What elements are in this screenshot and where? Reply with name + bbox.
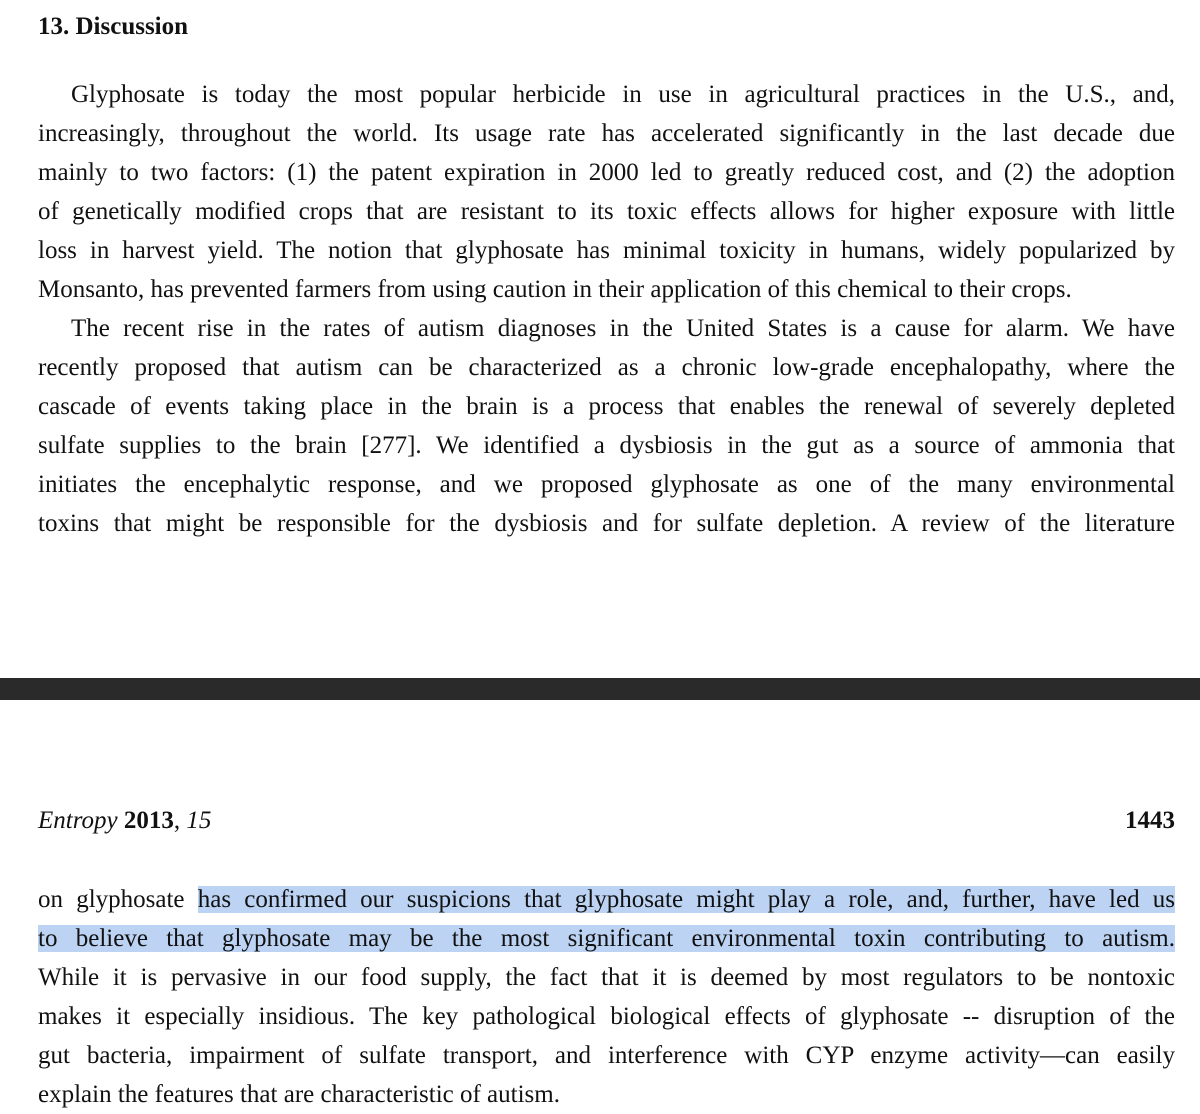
text-line: explain the features that are characteristic of autism. xyxy=(38,1081,560,1108)
text-line: mainly to two factors: (1) the patent expiration in 2000 led to greatly reduced cost, and (2) the adoption xyxy=(38,159,1175,186)
paragraph-2 xyxy=(38,309,1175,543)
text-line xyxy=(38,880,1175,919)
text-line: sulfate supplies to the brain [277]. We identified a dysbiosis in the gut as a source of ammonia that xyxy=(38,432,1175,459)
text-line: increasingly, throughout the world. Its usage rate has accelerated significantly in the last decade due xyxy=(38,120,1175,147)
text-line: Glyphosate is today the most popular herbicide in use in agricultural practices in the U.S., and, xyxy=(71,81,1175,108)
highlighted-text[interactable]: has confirmed our suspicions that glyphosate might play a role, and, further, have led us xyxy=(197,886,1175,913)
text-line: makes it especially insidious. The key pathological biological effects of glyphosate -- disruption of the xyxy=(38,1003,1175,1030)
highlighted-text[interactable]: to believe that glyphosate may be the most significant environmental toxin contributing to autism. xyxy=(38,925,1175,952)
journal-name: Entropy xyxy=(38,807,118,834)
text-line: gut bacteria, impairment of sulfate transport, and interference with CYP enzyme activity—can easily xyxy=(38,1042,1175,1069)
text-line: toxins that might be responsible for the dysbiosis and for sulfate depletion. A review of the literature xyxy=(38,510,1175,537)
paragraph-3 xyxy=(38,880,1175,1114)
header-comma: , xyxy=(173,807,187,834)
journal-volume: 15 xyxy=(186,807,212,834)
text-line xyxy=(38,919,1175,958)
text-line: While it is pervasive in our food supply, the fact that it is deemed by most regulators to be nontoxic xyxy=(38,964,1175,991)
section-heading: 13. Discussion xyxy=(38,13,189,40)
page-separator xyxy=(0,678,1200,700)
text-line: recently proposed that autism can be characterized as a chronic low-grade encephalopathy, where the xyxy=(38,354,1175,381)
line-plain-text: on glyphosate xyxy=(38,886,198,913)
document-page-bottom xyxy=(0,700,1200,1112)
text-line: initiates the encephalytic response, and we proposed glyphosate as one of the many environmental xyxy=(38,471,1175,498)
text-line: Monsanto, has prevented farmers from using caution in their application of this chemical to their crops. xyxy=(38,276,1072,303)
running-header xyxy=(38,804,1175,838)
page-number: 1443 xyxy=(1125,807,1175,834)
journal-year: 2013 xyxy=(123,807,174,834)
text-line: of genetically modified crops that are resistant to its toxic effects allows for higher exposure with little xyxy=(38,198,1175,225)
text-line: The recent rise in the rates of autism diagnoses in the United States is a cause for alarm. We have xyxy=(71,315,1175,342)
paragraph-1 xyxy=(38,75,1175,309)
text-line: loss in harvest yield. The notion that glyphosate has minimal toxicity in humans, widely popularized by xyxy=(38,237,1175,264)
text-line: cascade of events taking place in the brain is a process that enables the renewal of severely depleted xyxy=(38,393,1175,420)
